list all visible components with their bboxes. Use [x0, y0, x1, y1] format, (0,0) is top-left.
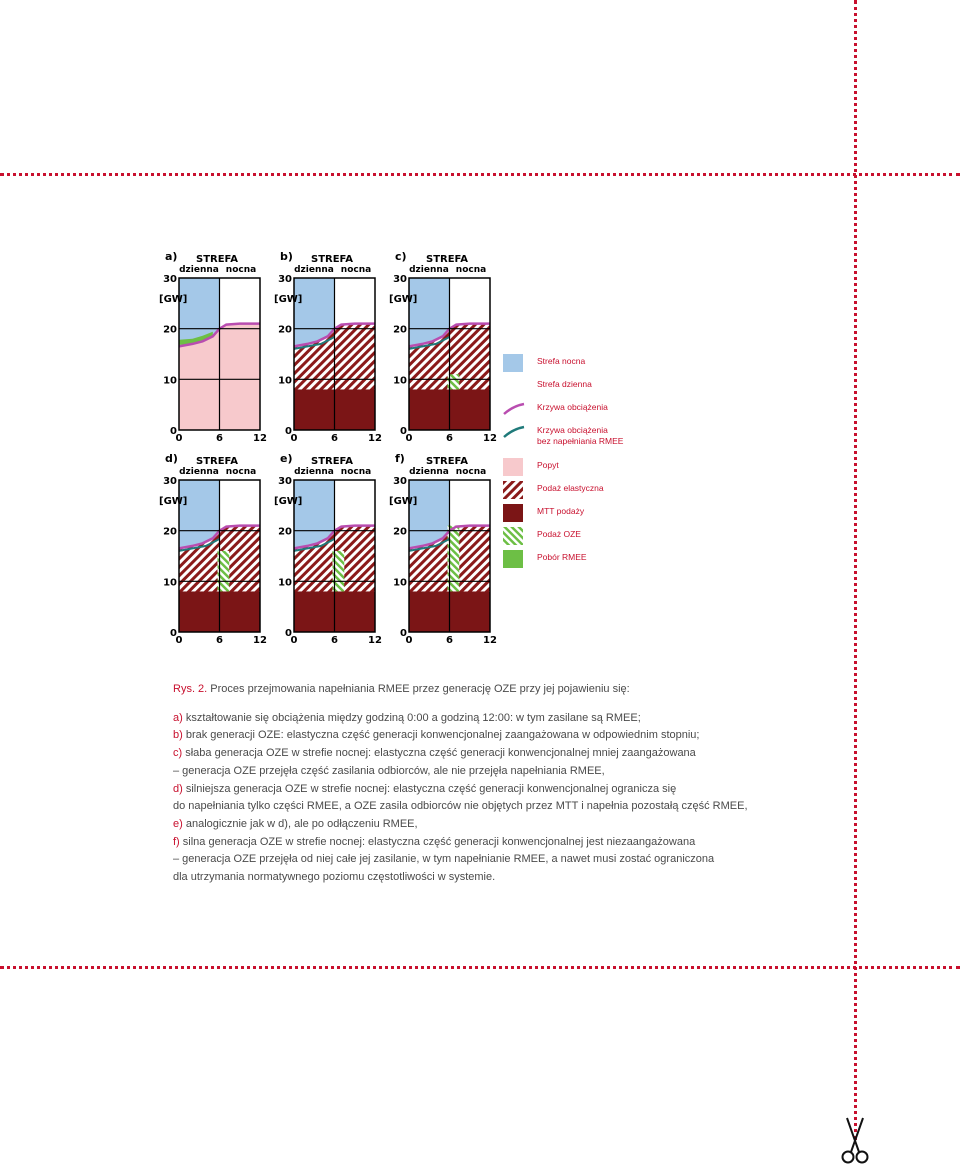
y-tick-label: 0 — [400, 628, 407, 639]
y-tick-label: 10 — [163, 577, 177, 589]
x-tick-label: 0 — [405, 635, 413, 646]
y-unit-label: [GW] — [274, 496, 303, 507]
panel-header-strefa: STREFA — [426, 254, 468, 265]
y-tick-label: 0 — [400, 426, 407, 437]
legend-item-strefa-nocna — [503, 354, 673, 376]
x-tick-label: 12 — [483, 433, 497, 444]
caption-item-text: dla utrzymania normatywnego poziomu częstotliwości w systemie. — [173, 871, 496, 884]
y-tick-label: 10 — [393, 577, 407, 589]
caption-item — [173, 727, 813, 745]
chart-panel-e — [274, 452, 382, 646]
x-tick-label: 6 — [331, 635, 338, 646]
vertical-cut-line — [854, 0, 857, 1140]
legend-item-podaz-oze — [503, 527, 673, 549]
caption-item — [173, 834, 813, 852]
caption-title: Proces przejmowania napełniania RMEE przez generację OZE przy jej pojawieniu się: — [210, 683, 630, 695]
chart-panel-f — [389, 452, 497, 646]
caption-item — [173, 763, 813, 781]
y-unit-label: [GW] — [274, 294, 303, 305]
legend-item-podaz-elastyczna — [503, 481, 673, 503]
panel-svg — [389, 250, 497, 444]
y-tick-label: 10 — [278, 375, 292, 387]
panel-col-nocna: nocna — [455, 265, 487, 275]
x-tick-label: 12 — [368, 433, 382, 444]
y-tick-label: 20 — [393, 526, 407, 538]
y-tick-label: 0 — [170, 628, 177, 639]
caption-item-text: słaba generacja OZE w strefie nocnej: elastyczna część generacji konwencjonalnej mniej zaangażowana — [185, 747, 696, 760]
caption-item-text: – generacja OZE przejęła część zasilania odbiorców, ale nie przejęła napełniania RMEE, — [173, 764, 605, 777]
panel-col-dzienna: dzienna — [294, 265, 334, 275]
x-tick-label: 6 — [446, 433, 453, 444]
bottom-cut-line — [0, 966, 960, 969]
x-tick-label: 12 — [253, 433, 267, 444]
legend-label: Podaż OZE — [537, 529, 581, 539]
panel-svg — [389, 452, 497, 646]
legend-swatch-podaz-oze-icon — [503, 527, 525, 545]
panel-letter: f) — [395, 452, 405, 465]
y-tick-label: 30 — [278, 476, 292, 487]
legend-label: MTT podaży — [537, 506, 585, 516]
legend-swatch-popyt-icon — [503, 458, 525, 476]
y-tick-label: 10 — [393, 375, 407, 387]
legend-item-strefa-dzienna — [503, 377, 673, 399]
legend-label: Pobór RMEE — [537, 552, 587, 562]
top-cut-line — [0, 173, 960, 176]
panel-header-strefa: STREFA — [311, 456, 353, 467]
legend-item-mtt-podazy — [503, 504, 673, 526]
x-tick-label: 0 — [175, 433, 183, 444]
panel-header-strefa: STREFA — [196, 254, 238, 265]
y-tick-label: 20 — [163, 324, 177, 336]
panel-col-nocna: nocna — [225, 265, 257, 275]
panel-col-nocna: nocna — [340, 467, 372, 477]
x-tick-label: 6 — [216, 433, 223, 444]
y-tick-label: 10 — [163, 375, 177, 387]
caption-item — [173, 869, 813, 887]
y-tick-label: 30 — [163, 476, 177, 487]
panel-col-dzienna: dzienna — [179, 265, 219, 275]
y-tick-label: 20 — [393, 324, 407, 336]
legend-label: Krzywa obciążenia bez napełniania RMEE — [537, 425, 624, 446]
panel-col-nocna: nocna — [455, 467, 487, 477]
x-tick-label: 0 — [290, 635, 298, 646]
y-unit-label: [GW] — [389, 294, 418, 305]
y-tick-label: 30 — [393, 274, 407, 285]
panel-svg — [159, 250, 267, 444]
x-tick-label: 6 — [216, 635, 223, 646]
caption-item — [173, 816, 813, 834]
y-tick-label: 0 — [285, 628, 292, 639]
legend-label: Krzywa obciążenia — [537, 402, 608, 412]
y-unit-label: [GW] — [159, 294, 188, 305]
panel-letter: c) — [395, 250, 407, 263]
caption-item-key: b) — [173, 729, 183, 742]
legend-swatch-mtt-podazy-icon — [503, 504, 525, 522]
panel-letter: e) — [280, 452, 293, 465]
legend-item-popyt — [503, 458, 673, 480]
caption-item-text: brak generacji OZE: elastyczna część generacji konwencjonalnej zaangażowana w odpowiednim stopniu; — [185, 729, 700, 742]
caption-item — [173, 710, 813, 728]
legend-item-krzywa-bez-rmee — [503, 423, 673, 445]
chart-panel-c — [389, 250, 497, 444]
x-tick-label: 6 — [446, 635, 453, 646]
caption-item-key: d) — [173, 782, 183, 795]
caption-item-key: f) — [173, 835, 180, 848]
y-tick-label: 30 — [393, 476, 407, 487]
x-tick-label: 12 — [368, 635, 382, 646]
panel-letter: a) — [165, 250, 178, 263]
panel-header-strefa: STREFA — [311, 254, 353, 265]
panel-svg — [159, 452, 267, 646]
panel-col-dzienna: dzienna — [409, 265, 449, 275]
legend-swatch-krzywa-obciazenia-icon — [503, 400, 525, 418]
y-tick-label: 30 — [163, 274, 177, 285]
legend-swatch-podaz-elastyczna-icon — [503, 481, 525, 499]
panel-header-strefa: STREFA — [196, 456, 238, 467]
caption-item — [173, 851, 813, 869]
caption-item-text: analogicznie jak w d), ale po odłączeniu RMEE, — [185, 817, 418, 830]
y-tick-label: 20 — [163, 526, 177, 538]
legend-item-pobor-rmee — [503, 550, 673, 572]
legend-label: Podaż elastyczna — [537, 483, 604, 493]
panel-col-nocna: nocna — [340, 265, 372, 275]
caption-items — [173, 710, 813, 887]
caption-item — [173, 781, 813, 799]
x-tick-label: 0 — [175, 635, 183, 646]
caption-item-text: silna generacja OZE w strefie nocnej: elastyczna część generacji konwencjonalnej jest niezaangażowana — [182, 835, 696, 848]
chart-panel-a — [159, 250, 267, 444]
panel-svg — [274, 452, 382, 646]
x-tick-label: 12 — [483, 635, 497, 646]
panel-col-nocna: nocna — [225, 467, 257, 477]
panel-letter: d) — [165, 452, 178, 465]
x-tick-label: 6 — [331, 433, 338, 444]
x-tick-label: 12 — [253, 635, 267, 646]
y-tick-label: 20 — [278, 526, 292, 538]
figure-caption — [173, 681, 813, 887]
y-tick-label: 30 — [278, 274, 292, 285]
y-tick-label: 0 — [285, 426, 292, 437]
chart-panel-d — [159, 452, 267, 646]
caption-title-line — [173, 681, 813, 699]
legend-swatch-krzywa-bez-rmee-icon — [503, 423, 525, 441]
caption-item-text: kształtowanie się obciążenia między godziną 0:00 a godziną 12:00: w tym zasilane są RMEE; — [185, 711, 641, 724]
y-unit-label: [GW] — [389, 496, 418, 507]
y-tick-label: 0 — [170, 426, 177, 437]
caption-item-key: c) — [173, 747, 183, 760]
legend-label: Strefa nocna — [537, 356, 586, 366]
y-tick-label: 20 — [278, 324, 292, 336]
panel-header-strefa: STREFA — [426, 456, 468, 467]
caption-item-text: silniejsza generacja OZE w strefie nocnej: elastyczna część generacji konwencjonalnej ogranicza się — [185, 782, 677, 795]
panel-col-dzienna: dzienna — [409, 467, 449, 477]
caption-item-key: e) — [173, 817, 183, 830]
legend-item-krzywa-obciazenia — [503, 400, 673, 422]
panel-col-dzienna: dzienna — [179, 467, 219, 477]
caption-rys: Rys. 2. — [173, 683, 208, 695]
legend-swatch-pobor-rmee-icon — [503, 550, 525, 568]
legend-label: Popyt — [537, 460, 559, 470]
chart-panel-b — [274, 250, 382, 444]
panel-letter: b) — [280, 250, 293, 263]
caption-item — [173, 798, 813, 816]
legend-swatch-strefa-nocna-icon — [503, 354, 525, 372]
x-tick-label: 0 — [290, 433, 298, 444]
caption-item-text: – generacja OZE przejęła od niej całe jej zasilanie, w tym napełnianie RMEE, a nawet musi zostać ograniczona — [173, 853, 715, 866]
x-tick-label: 0 — [405, 433, 413, 444]
caption-item — [173, 745, 813, 763]
y-unit-label: [GW] — [159, 496, 188, 507]
panel-col-dzienna: dzienna — [294, 467, 334, 477]
scissors-icon — [838, 1116, 872, 1164]
legend-label: Strefa dzienna — [537, 379, 592, 389]
caption-item-key: a) — [173, 711, 183, 724]
panel-svg — [274, 250, 382, 444]
legend-swatch-strefa-dzienna-icon — [503, 377, 525, 395]
y-tick-label: 10 — [278, 577, 292, 589]
caption-item-text: do napełniania tylko części RMEE, a OZE zasila odbiorców nie objętych przez MTT i napełnia pozostałą część RMEE, — [173, 800, 748, 813]
